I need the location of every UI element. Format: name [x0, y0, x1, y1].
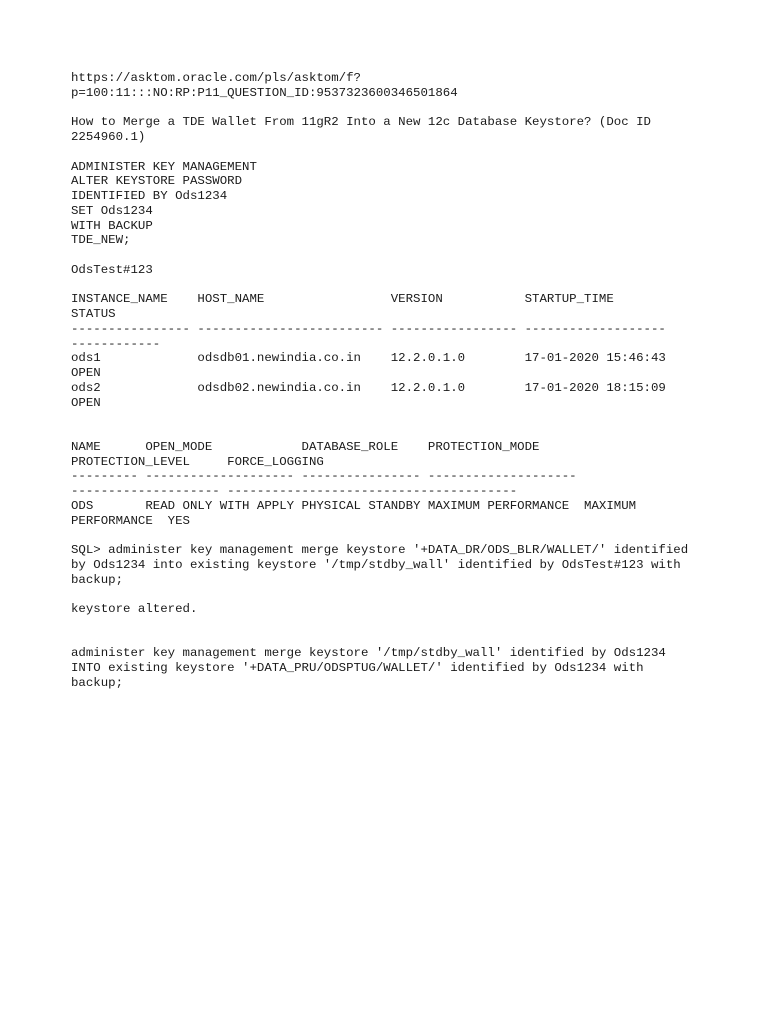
result-line: keystore altered. [71, 602, 198, 616]
instance-table-row: OPEN [71, 366, 101, 380]
command-line: ADMINISTER KEY MANAGEMENT [71, 159, 257, 174]
spacer [71, 425, 711, 440]
sql-line: backup; [71, 572, 124, 587]
spacer [71, 632, 711, 647]
database-table [71, 440, 711, 529]
database-table-divider: -------------------- --------------------------------------- [71, 484, 518, 498]
database-table-row: ODS READ ONLY WITH APPLY PHYSICAL STANDBY MAXIMUM PERFORMANCE MAXIMUM [71, 498, 637, 513]
instance-table-row: ods2 odsdb02.newindia.co.in 12.2.0.1.0 17-01-2020 18:15:09 [71, 380, 666, 395]
instance-table-divider: ---------------- ------------------------- ----------------- ------------------- [71, 321, 666, 336]
merge-line: INTO existing keystore '+DATA_PRU/ODSPTUG/WALLET/' identified by Ods1234 with [71, 661, 644, 675]
second-merge-command [71, 646, 711, 690]
doc-title-line: How to Merge a TDE Wallet From 11gR2 Into a New 12c Database Keystore? (Doc ID [71, 115, 651, 130]
instance-table-row: ods1 odsdb01.newindia.co.in 12.2.0.1.0 17-01-2020 15:46:43 [71, 351, 666, 366]
database-table-row: PERFORMANCE YES [71, 513, 190, 528]
command-line: IDENTIFIED BY Ods1234 [71, 189, 228, 203]
instance-table [71, 292, 711, 410]
command-block [71, 160, 711, 249]
url-line: p=100:11:::NO:RP:P11_QUESTION_ID:9537323600346501864 [71, 85, 458, 100]
merge-line: administer key management merge keystore '/tmp/stdby_wall' identified by Ods1234 [71, 646, 666, 661]
database-table-header: PROTECTION_LEVEL FORCE_LOGGING [71, 454, 324, 469]
command-line: ALTER KEYSTORE PASSWORD [71, 174, 243, 189]
sql-line: by Ods1234 into existing keystore '/tmp/stdby_wall' identified by OdsTest#123 with [71, 557, 681, 572]
instance-table-divider: ------------ [71, 336, 161, 351]
password-line: OdsTest#123 [71, 262, 153, 277]
doc-title [71, 115, 711, 145]
database-table-divider: --------- -------------------- ---------------- -------------------- [71, 469, 577, 484]
sql-line: SQL> administer key management merge keystore '+DATA_DR/ODS_BLR/WALLET/' identified [71, 543, 689, 557]
url-line: https://asktom.oracle.com/pls/asktom/f? [71, 71, 361, 85]
instance-table-header: INSTANCE_NAME HOST_NAME VERSION STARTUP_TIME [71, 292, 614, 307]
url-text [71, 71, 711, 101]
sql-merge-command [71, 543, 711, 587]
doc-title-line: 2254960.1) [71, 130, 146, 144]
document-page [71, 71, 711, 705]
database-table-header: NAME OPEN_MODE DATABASE_ROLE PROTECTION_MODE [71, 439, 540, 454]
command-line: TDE_NEW; [71, 233, 131, 248]
instance-table-header: STATUS [71, 307, 116, 321]
password-text [71, 263, 711, 278]
command-line: WITH BACKUP [71, 218, 153, 233]
command-line: SET Ods1234 [71, 203, 153, 218]
result-text [71, 602, 711, 617]
merge-line: backup; [71, 675, 124, 690]
instance-table-row: OPEN [71, 395, 101, 410]
